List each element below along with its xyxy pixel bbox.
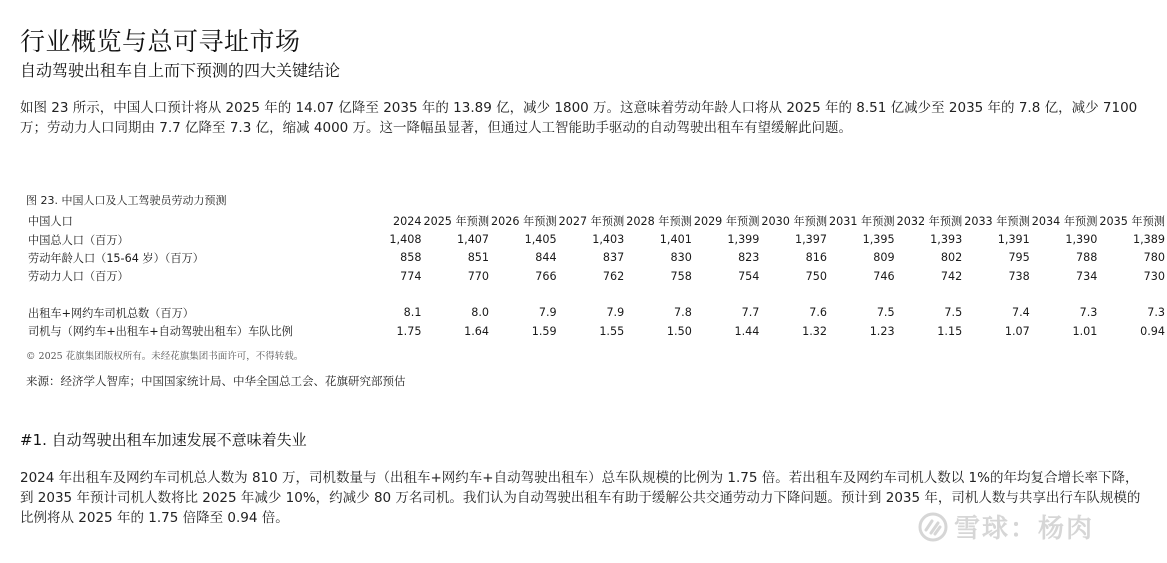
table-cell: 823 (738, 251, 760, 265)
page-subtitle: 自动驾驶出租车自上而下预测的四大关键结论 (20, 61, 341, 80)
table-cell: 7.3 (1079, 306, 1098, 320)
table-cell: 1,407 (457, 233, 490, 247)
spacer-cell (761, 286, 829, 304)
table-cell: 795 (1008, 251, 1030, 265)
table-column-header: 2034 年预测 (1031, 215, 1098, 229)
spacer-cell (365, 286, 423, 304)
row-label: 劳动年龄人口（15-64 岁）（百万） (28, 251, 204, 265)
row-label: 出租车+网约车司机总数（百万） (28, 306, 194, 320)
table-cell: 730 (1143, 269, 1165, 283)
figure-caption: 图 23. 中国人口及人工驾驶员劳动力预测 (26, 194, 227, 207)
table-cell: 754 (738, 269, 760, 283)
table-row (24, 304, 1167, 322)
table-cell: 7.5 (944, 306, 963, 320)
row-label: 中国总人口（百万） (28, 233, 129, 247)
table-cell: 1.59 (531, 324, 557, 338)
table-cell: 802 (940, 251, 963, 265)
page-title: 行业概览与总可寻址市场 (20, 27, 301, 56)
table-cell: 1,389 (1132, 233, 1165, 247)
table-cell: 1.23 (869, 324, 895, 338)
table-cell: 7.6 (809, 306, 828, 320)
table-cell: 1.15 (937, 324, 963, 338)
table-cell: 1,405 (524, 233, 557, 247)
table-cell: 750 (805, 269, 828, 283)
table-cell: 7.9 (606, 306, 625, 320)
table-cell: 1.55 (599, 324, 625, 338)
table-cell: 1.64 (464, 324, 490, 338)
table-column-header: 2030 年预测 (761, 215, 828, 229)
table-cell: 1,391 (997, 233, 1030, 247)
spacer-cell (1032, 286, 1100, 304)
table-cell: 7.8 (674, 306, 692, 320)
table-cell: 1,393 (930, 233, 963, 247)
xueqiu-logo-icon (918, 512, 948, 542)
table-cell: 7.9 (538, 306, 557, 320)
table-column-header: 2026 年预测 (491, 215, 557, 229)
row-label: 劳动力人口（百万） (28, 270, 129, 284)
table-column-header: 2024 (392, 214, 422, 228)
table-cell: 7.3 (1147, 306, 1165, 320)
table-cell: 774 (400, 269, 422, 283)
table-cell: 1,408 (389, 233, 422, 247)
table-column-header: 2032 年预测 (896, 215, 963, 229)
table-cell: 1,390 (1065, 233, 1098, 247)
table-spacer-row (24, 286, 1167, 304)
table-column-header: 2031 年预测 (829, 215, 895, 229)
section-heading: #1. 自动驾驶出租车加速发展不意味着失业 (20, 431, 307, 449)
table-cell: 809 (873, 251, 895, 265)
table-cell: 1.01 (1072, 324, 1098, 338)
table-cell: 1,399 (727, 233, 760, 247)
table-row (24, 322, 1167, 340)
watermark (918, 508, 1094, 545)
spacer-cell (829, 286, 897, 304)
table-cell: 816 (805, 251, 828, 265)
table-cell: 1,397 (794, 233, 828, 247)
table-column-header: 2027 年预测 (558, 215, 625, 229)
table-column-header: 2025 年预测 (423, 215, 490, 229)
table-cell: 770 (467, 269, 490, 283)
table-cell: 8.1 (403, 306, 422, 320)
table-row (24, 249, 1167, 267)
table-cell: 830 (670, 251, 692, 265)
table-column-header: 2028 年预测 (626, 215, 692, 229)
table-cell: 766 (535, 269, 557, 283)
table-cell: 742 (940, 269, 963, 283)
spacer-cell (626, 286, 694, 304)
watermark-text: 雪球：杨肉 (954, 514, 1095, 544)
table-cell: 1.44 (734, 324, 760, 338)
section-paragraph: 2024 年出租车及网约车司机总人数为 810 万，司机数量与（出租车+网约车+自动驾驶出租车）总车队规模的比例为 1.75 倍。若出租车及网约车司机人数以 1%的年均复合增长率下降，到 2035 年预计司机人数将比 2025 年减少 10%，约减少 80 万名司机。我们认为自动驾驶出租车有助于缓解公共交通劳动力下降问题。预计到 2035 年，司机人数与共享出行车队规模的比例将从 2025 年的 1.75 倍降至 0.94 倍。 (20, 470, 1141, 526)
spacer-cell (559, 286, 627, 304)
table-cell: 762 (602, 269, 625, 283)
table-cell: 734 (1076, 269, 1098, 283)
table-cell: 7.5 (876, 306, 895, 320)
table-row (24, 230, 1167, 248)
table-cell: 0.94 (1140, 324, 1165, 338)
intro-paragraph: 如图 23 所示，中国人口预计将从 2025 年的 14.07 亿降至 2035 年的 13.89 亿，减少 1800 万。这意味着劳动年龄人口将从 2025 年的 8.51 亿减少至 2035 年的 7.8 亿，减少 7100 万；劳动力人口同期由 7.7 亿降至 7.3 亿，缩减 4000 万。这一降幅虽显著，但通过人工智能助手驱动的自动驾驶出租车有望缓解此问题。 (20, 100, 1138, 136)
table-cell: 746 (873, 269, 895, 283)
table-cell: 1.75 (396, 324, 422, 338)
spacer-cell (1099, 286, 1167, 304)
spacer-cell (491, 286, 559, 304)
spacer-cell (423, 286, 491, 304)
table-header-label: 中国人口 (28, 215, 73, 229)
spacer-cell (897, 286, 965, 304)
table-cell: 1,403 (592, 233, 625, 247)
table-cell: 1,401 (659, 233, 692, 247)
table-cell: 7.4 (1012, 306, 1030, 320)
table-cell: 1,395 (862, 233, 895, 247)
table-header-row (24, 212, 1167, 230)
table-column-header: 2035 年预测 (1099, 215, 1165, 229)
table-cell: 8.0 (471, 306, 490, 320)
table-cell: 858 (400, 251, 422, 265)
table-cell: 1.50 (666, 324, 692, 338)
table-cell: 780 (1143, 251, 1165, 265)
table-cell: 758 (670, 269, 692, 283)
table-cell: 1.07 (1004, 324, 1030, 338)
table-cell: 1.32 (802, 324, 828, 338)
copyright-note: © 2025 花旗集团版权所有。未经花旗集团书面许可，不得转载。 (26, 351, 304, 362)
table-cell: 837 (602, 251, 625, 265)
row-label: 司机与（网约车+出租车+自动驾驶出租车）车队比例 (28, 325, 293, 339)
table-cell: 738 (1008, 269, 1030, 283)
table-cell: 788 (1076, 251, 1098, 265)
spacer-cell (24, 286, 365, 304)
table-column-header: 2029 年预测 (693, 215, 760, 229)
table-cell: 851 (467, 251, 490, 265)
spacer-cell (694, 286, 762, 304)
table-column-header: 2033 年预测 (964, 215, 1030, 229)
table-cell: 7.7 (741, 306, 760, 320)
spacer-cell (964, 286, 1032, 304)
source-note: 来源：经济学人智库；中国国家统计局、中华全国总工会、花旗研究部预估 (26, 374, 406, 388)
population-table (24, 212, 1167, 340)
table-row (24, 267, 1167, 285)
table-cell: 844 (535, 251, 557, 265)
